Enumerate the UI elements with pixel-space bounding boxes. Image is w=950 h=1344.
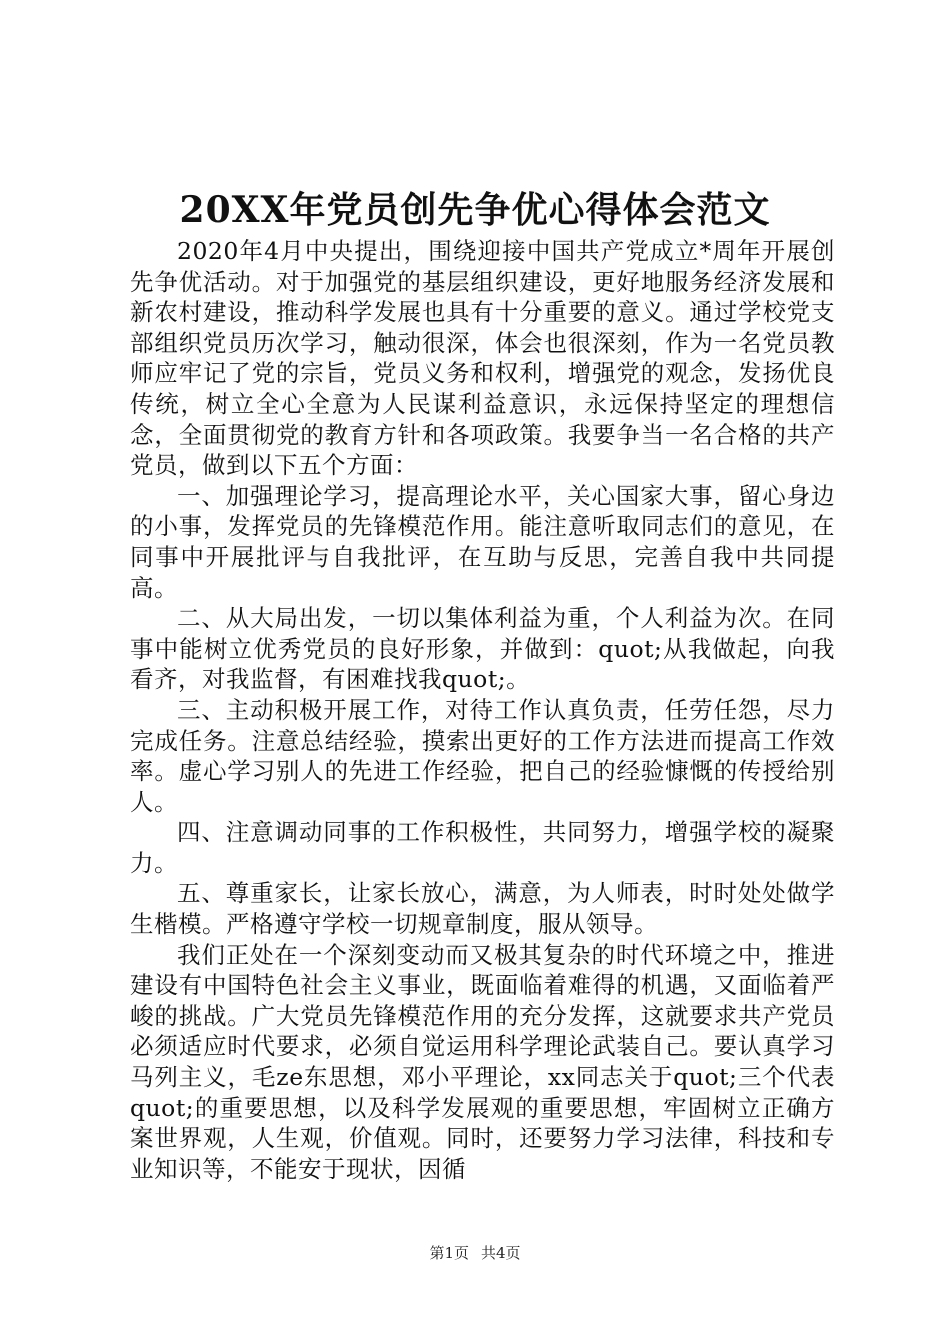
paragraph-point-3: 三、主动积极开展工作，对待工作认真负责，任劳任怨，尽力完成任务。注意总结经验，摸索出更好的工作方法进而提高工作效率。虚心学习别人的先进工作经验，把自己的经验慷慨的传授给别人。 (130, 695, 835, 816)
page-total: 共4页 (481, 1244, 521, 1262)
document-title: 20XX年党员创先争优心得体会范文 (179, 189, 771, 231)
page-footer (0, 1243, 950, 1263)
page-number: 第1页 (429, 1244, 469, 1262)
paragraph-point-4: 四、注意调动同事的工作积极性，共同努力，增强学校的凝聚力。 (130, 818, 835, 877)
paragraph-point-5: 五、尊重家长，让家长放心，满意，为人师表，时时处处做学生楷模。严格遵守学校一切规章制度，服从领导。 (130, 879, 835, 939)
paragraph-point-2: 二、从大局出发，一切以集体利益为重，个人利益为次。在同事中能树立优秀党员的良好形象，并做到：quot;从我做起，向我看齐，对我监督，有困难找我quot;。 (130, 604, 835, 694)
paragraph-intro: 2020年4月中央提出，围绕迎接中国共产党成立*周年开展创先争优活动。对于加强党的基层组织建设，更好地服务经济发展和新农村建设，推动科学发展也具有十分重要的意义。通过学校党支部组织党员历次学习，触动很深，体会也很深刻，作为一名党员教师应牢记了党的宗旨，党员义务和权利，增强党的观念，发扬优良传统，树立全心全意为人民谋利益意识，永远保持坚定的理想信念，全面贯彻党的教育方针和各项政策。我要争当一名合格的共产党员，做到以下五个方面： (130, 237, 835, 480)
document-body (130, 236, 835, 1184)
paragraph-conclusion: 我们正处在一个深刻变动而又极其复杂的时代环境之中，推进建设有中国特色社会主义事业，既面临着难得的机遇，又面临着严峻的挑战。广大党员先锋模范作用的充分发挥，这就要求共产党员必须适应时代要求，必须自觉运用科学理论武装自己。要认真学习马列主义，毛ze东思想，邓小平理论，xx同志关于quot;三个代表quot;的重要思想，以及科学发展观的重要思想，牢固树立正确方案世界观，人生观，价值观。同时，还要努力学习法律，科技和专业知识等，不能安于现状，因循 (130, 940, 835, 1183)
paragraph-point-1: 一、加强理论学习，提高理论水平，关心国家大事，留心身边的小事，发挥党员的先锋模范作用。能注意听取同志们的意见，在同事中开展批评与自我批评，在互助与反思，完善自我中共同提高。 (130, 481, 835, 602)
